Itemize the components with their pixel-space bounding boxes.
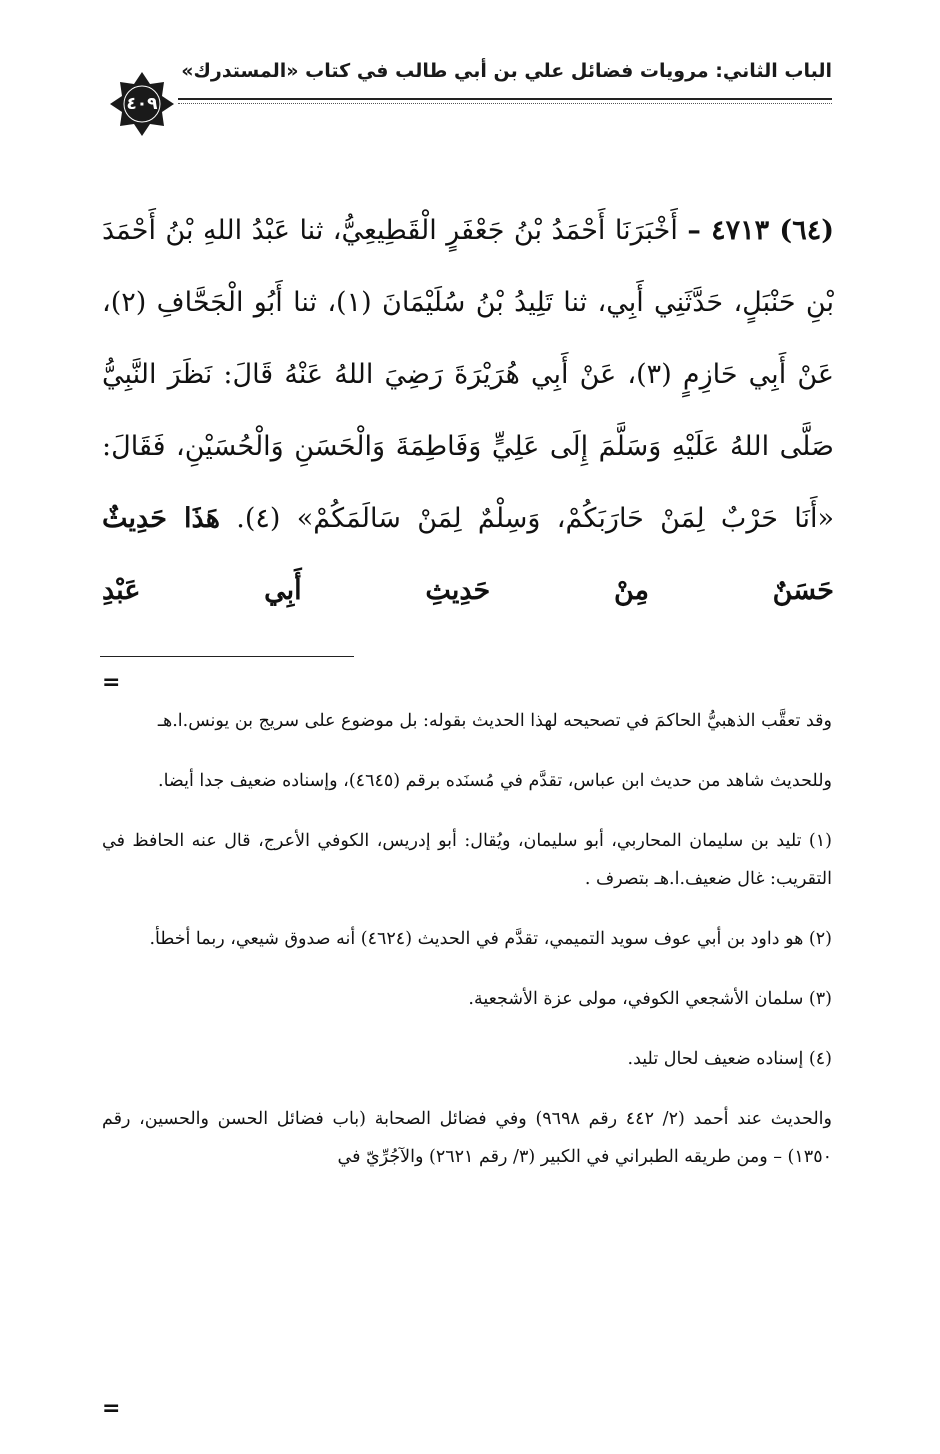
hadith-ruling: هَذَا حَدِيثٌ حَسَنٌ مِنْ حَدِيثِ أَبِي عَبْدِ	[102, 503, 834, 606]
footnote-continuation-1: وقد تعقَّب الذهبيُّ الحاكمَ في تصحيحه لهذا الحديث بقوله: بل موضوع على سريج بن يونس.ا.هـ	[157, 711, 832, 731]
hadith-body: أَخْبَرَنَا أَحْمَدُ بْنُ جَعْفَرٍ الْقَطِيعِيُّ، ثنا عَبْدُ اللهِ بْنُ أَحْمَدَ بْنِ حَنْبَلٍ، حَدَّثَنِي أَبِي، ثنا تَلِيدُ بْنُ سُلَيْمَانَ (١)، ثنا أَبُو الْجَحَّافِ (٢)، عَنْ أَبِي حَازِمٍ (٣)، عَنْ أَبِي هُرَيْرَةَ رَضِيَ اللهُ عَنْهُ قَالَ: نَظَرَ النَّبِيُّ صَلَّى اللهُ عَلَيْهِ وَسَلَّمَ إِلَى عَلِيٍّ وَفَاطِمَةَ وَالْحَسَنِ وَالْحُسَيْنِ، فَقَالَ: «أَنَا حَرْبٌ لِمَنْ حَارَبَكُمْ، وَسِلْمٌ لِمَنْ سَالَمَكُمْ» (٤).	[102, 215, 834, 534]
hadith-number: (٦٤) ٤٧١٣ –	[687, 215, 834, 246]
continuation-mark-top: =	[102, 670, 121, 695]
page-number: ٤٠٩	[126, 94, 158, 114]
footnote-2: (٢) هو داود بن أبي عوف سويد التميمي، تقدَّم في الحديث (٤٦٢٤) أنه صدوق شيعي، ربما أخطأ.	[149, 929, 832, 949]
header-rule	[178, 98, 832, 100]
running-header	[100, 52, 832, 100]
footnote-separator	[100, 656, 354, 657]
footnote-1: (١) تليد بن سليمان المحاربي، أبو سليمان، ويُقال: أبو إدريس، الكوفي الأعرج، قال عنه الحافظ في التقريب: غال ضعيف.ا.هـ بتصرف .	[102, 831, 832, 889]
footnote-3: (٣) سلمان الأشجعي الكوفي، مولى عزة الأشجعية.	[468, 989, 832, 1009]
footnote-4-continuation: والحديث عند أحمد (٢/ ٤٤٢ رقم ٩٦٩٨) وفي فضائل الصحابة (باب فضائل الحسن والحسين، رقم ١٣٥٠) – ومن طريقه الطبراني في الكبير (٣/ رقم ٢٦٢١) والآجُرِّيّ في	[102, 1109, 832, 1167]
page-number-badge	[108, 70, 176, 138]
footnote-continuation-2: وللحديث شاهد من حديث ابن عباس، تقدَّم في مُسنَده برقم (٤٦٤٥)، وإسناده ضعيف جدا أيضا.	[158, 771, 832, 791]
chapter-title: الباب الثاني: مرويات فضائل علي بن أبي طالب في كتاب «المستدرك»	[181, 60, 832, 82]
header-dotted-rule	[178, 103, 832, 104]
footnote-4: (٤) إسناده ضعيف لحال تليد.	[627, 1049, 832, 1069]
hadith-text	[102, 195, 834, 627]
footnotes	[102, 702, 832, 1176]
continuation-mark-bottom: =	[102, 1396, 121, 1421]
